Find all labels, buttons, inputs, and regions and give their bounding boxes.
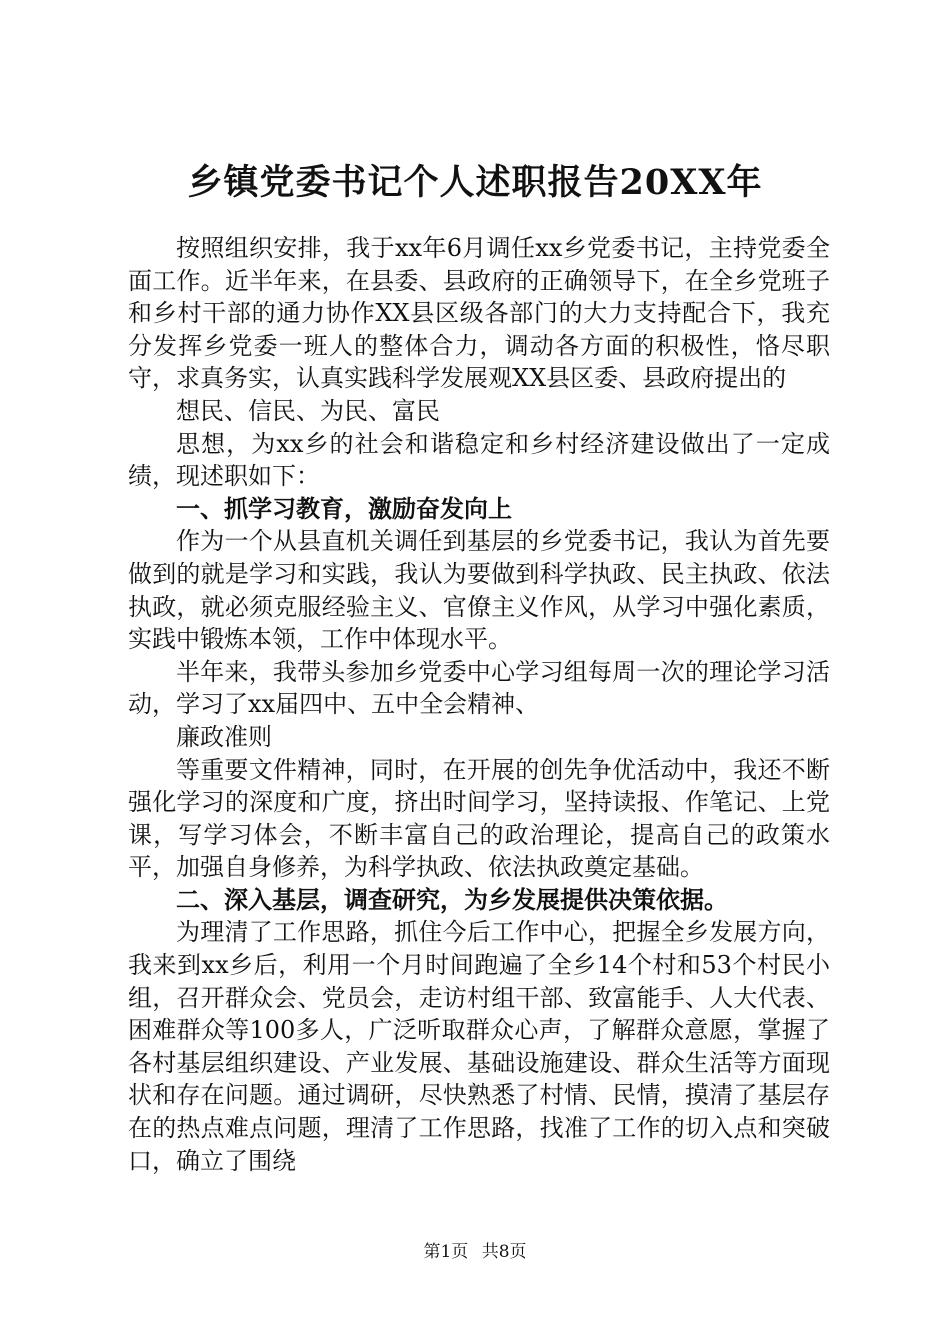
paragraph-study-3: 等重要文件精神，同时，在开展的创先争优活动中，我还不断强化学习的深度和广度，挤出时间学习，坚持读报、作笔记、上党课，写学习体会，不断丰富自己的政治理论，提高自己的政策水平，加强自身修养，为科学执政、依法执政奠定基础。 [128, 755, 830, 882]
paragraph-study-1: 作为一个从县直机关调任到基层的乡党委书记，我认为首先要做到的就是学习和实践，我认为要做到科学执政、民主执政、依法执政，就必须克服经验主义、官僚主义作风，从学习中强化素质，实践中锻炼本领，工作中体现水平。 [128, 527, 830, 654]
paragraph-intro: 按照组织安排，我于xx年6月调任xx乡党委书记，主持党委全面工作。近半年来，在县委、县政府的正确领导下，在全乡党班子和乡村干部的通力协作XX县区级各部门的大力支持配合下，我充分发挥乡党委一班人的整体合力，调动各方面的积极性，恪尽职守，求真务实，认真实践科学发展观XX县区委、县政府提出的 [128, 234, 830, 393]
document-title: 乡镇党委书记个人述职报告20XX年 [187, 162, 763, 203]
paragraph-slogan: 想民、信民、为民、富民 [176, 396, 440, 425]
paragraph-intro-continued: 思想，为xx乡的社会和谐稳定和乡村经济建设做出了一定成绩，现述职如下： [128, 429, 830, 491]
paragraph-study-2: 半年来，我带头参加乡党委中心学习组每周一次的理论学习活动，学习了xx届四中、五中全会精神、 [128, 657, 830, 719]
paragraph-integrity-rules: 廉政准则 [176, 722, 272, 751]
page-number: 第1页 [423, 1242, 469, 1262]
page-footer [0, 1240, 950, 1264]
document-body [128, 232, 830, 1177]
page-total: 共8页 [481, 1242, 527, 1262]
section-heading-2: 二、深入基层，调查研究，为乡发展提供决策依据。 [176, 884, 728, 914]
section-heading-1: 一、抓学习教育，激励奋发向上 [176, 493, 512, 523]
paragraph-research: 为理清了工作思路，抓住今后工作中心，把握全乡发展方向，我来到xx乡后，利用一个月时间跑遍了全乡14个村和53个村民小组，召开群众会、党员会，走访村组干部、致富能手、人大代表、困难群众等100多人，广泛听取群众心声，了解群众意愿，掌握了各村基层组织建设、产业发展、基础设施建设、群众生活等方面现状和存在问题。通过调研，尽快熟悉了村情、民情，摸清了基层存在的热点难点问题，理清了工作思路，找准了工作的切入点和突破口，确立了围绕 [128, 918, 830, 1175]
